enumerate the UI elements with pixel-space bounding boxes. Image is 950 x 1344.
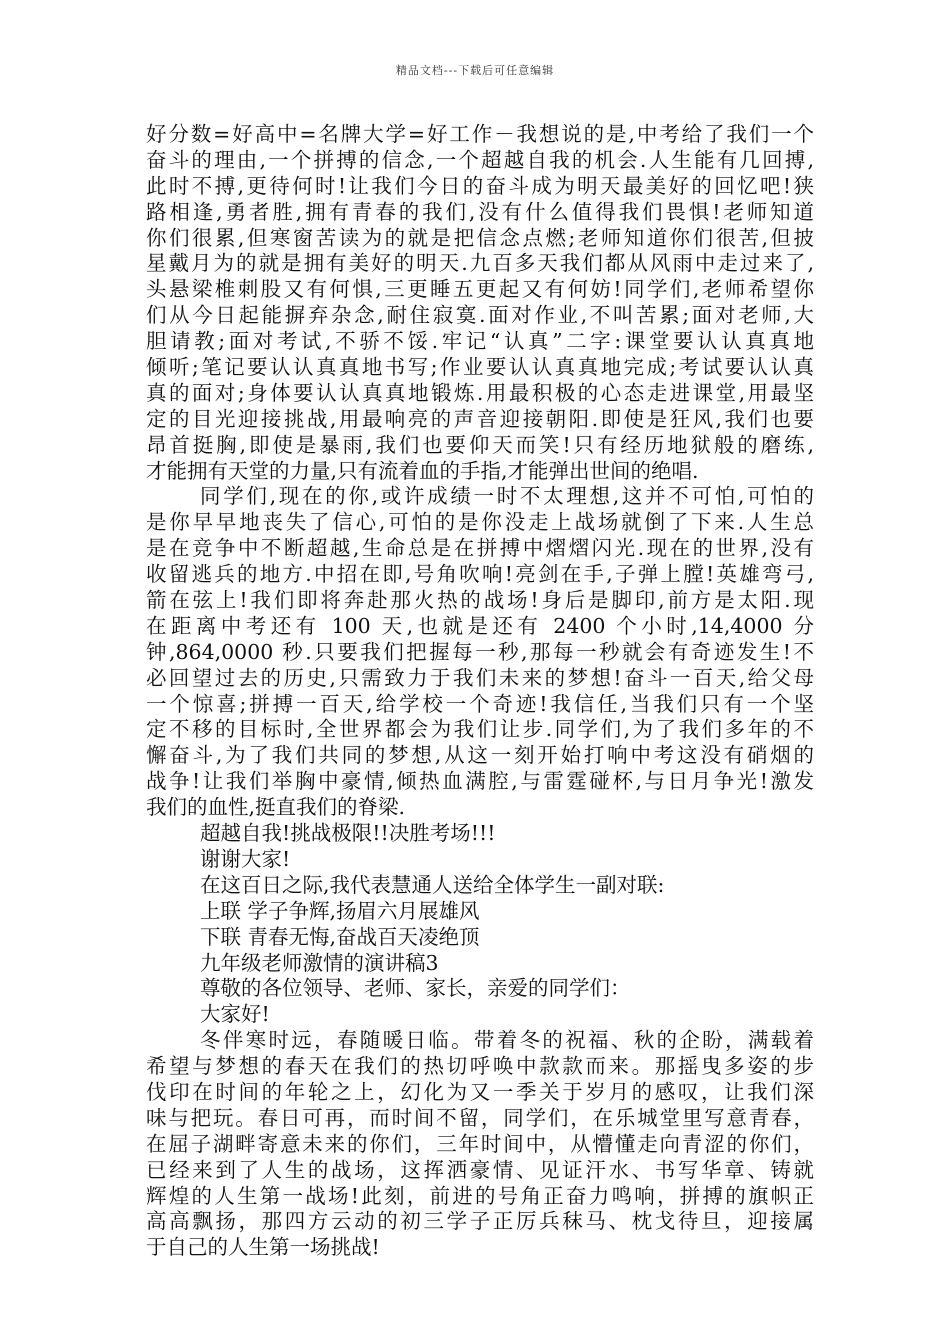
text-line: 箭在弦上!我们即将奔赴那火热的战场!身后是脚印,前方是太阳.现 — [146, 588, 814, 613]
couplet-upper: 上联 学子争辉,扬眉六月展雄风 — [200, 898, 480, 923]
text-line: 懈奋斗,为了我们共同的梦想,从这一刻开始打响中考这没有硝烟的 — [146, 743, 814, 768]
text-line: 你们很累,但寒窗苦读为的就是把信念点燃;老师知道你们很苦,但披 — [146, 225, 814, 250]
text-line: 真的面对;身体要认认真真地锻炼.用最积极的心态走进课堂,用最坚 — [146, 380, 814, 405]
text-line: 在距离中考还有 100 天,也就是还有 2400 个小时,14,4000 分 — [146, 613, 814, 638]
slogan-line: 超越自我!挑战极限!!决胜考场!!! — [200, 821, 496, 846]
couplet-lower: 下联 青春无悔,奋战百天凌绝顶 — [200, 924, 480, 949]
text-line: 希望与梦想的春天在我们的热切呼唤中款款而来。那摇曳多姿的步 — [146, 1054, 814, 1079]
text-line: 伐印在时间的年轮之上，幻化为又一季关于岁月的感叹，让我们深 — [146, 1079, 814, 1104]
text-line: 钟,864,0000 秒.只要我们把握每一秒,那每一秒就会有奇迹发生!不 — [146, 639, 814, 664]
text-line: 必回望过去的历史,只需致力于我们未来的梦想!奋斗一百天,给父母 — [146, 665, 814, 690]
text-line: 好分数=好高中=名牌大学=好工作－我想说的是,中考给了我们一个 — [146, 122, 814, 146]
text-line: 胆请教;面对考试,不骄不馁.牢记“认真”二字:课堂要认认真真地 — [146, 329, 814, 354]
text-line: 此时不搏,更待何时!让我们今日的奋斗成为明天最美好的回忆吧!狭 — [146, 173, 814, 198]
text-line: 于自己的人生第一场挑战! — [146, 1235, 380, 1260]
text-line: 才能拥有天堂的力量,只有流着血的手指,才能弹出世间的绝唱. — [146, 458, 699, 483]
text-line: 是你早早地丧失了信心,可怕的是你没走上战场就倒了下来.人生总 — [146, 510, 814, 535]
text-line: 们从今日起能摒弃杂念,耐住寂寞.面对作业,不叫苦累;面对老师,大 — [146, 303, 814, 328]
text-line: 高高飘扬，那四方云动的初三学子正厉兵秣马、枕戈待旦，迎接属 — [146, 1209, 814, 1234]
greeting: 大家好! — [200, 1002, 270, 1027]
document-body — [146, 122, 814, 1261]
text-line: 昂首挺胸,即使是暴雨,我们也要仰天而笑!只有经历地狱般的磨练, — [146, 432, 814, 457]
section-title: 九年级老师激情的演讲稿3 — [200, 950, 439, 975]
text-line: 定不移的目标时,全世界都会为我们让步.同学们,为了我们多年的不 — [146, 717, 814, 742]
text-line: 辉煌的人生第一战场!此刻，前进的号角正奋力鸣响，拼搏的旗帜正 — [146, 1183, 814, 1208]
page-header: 精品文档---下载后可任意编辑 — [395, 64, 555, 77]
text-line: 味与把玩。春日可再，而时间不留，同学们，在乐城堂里写意青春， — [146, 1105, 814, 1130]
paragraph-first-line: 同学们,现在的你,或许成绩一时不太理想,这并不可怕,可怕的 — [200, 484, 814, 509]
text-line: 头悬梁椎刺股又有何惧,三更睡五更起又有何妨!同学们,老师希望你 — [146, 277, 814, 302]
text-line: 战争!让我们举胸中豪情,倾热血满腔,与雷霆碰杯,与日月争光!激发 — [146, 769, 814, 794]
text-line: 定的目光迎接挑战,用最响亮的声音迎接朝阳.即使是狂风,我们也要 — [146, 406, 814, 431]
text-line: 一个惊喜;拼搏一百天,给学校一个奇迹!我信任,当我们只有一个坚 — [146, 691, 814, 716]
text-line: 星戴月为的就是拥有美好的明天.九百多天我们都从风雨中走过来了, — [146, 251, 814, 276]
couplet-intro: 在这百日之际,我代表慧通人送给全体学生一副对联: — [200, 872, 665, 897]
salutation: 尊敬的各位领导、老师、家长，亲爱的同学们： — [200, 976, 631, 1001]
text-line: 我们的血性,挺直我们的脊梁. — [146, 795, 406, 820]
text-line: 倾听;笔记要认认真真地书写;作业要认认真真地完成;考试要认认真 — [146, 355, 814, 380]
text-line: 奋斗的理由,一个拼搏的信念,一个超越自我的机会.人生能有几回搏, — [146, 147, 814, 172]
text-line: 路相逢,勇者胜,拥有青春的我们,没有什么值得我们畏惧!老师知道 — [146, 199, 814, 224]
text-line: 收留逃兵的地方.中招在即,号角吹响!亮剑在手,子弹上膛!英雄弯弓, — [146, 562, 814, 587]
text-line: 是在竞争中不断超越,生命总是在拼搏中熠熠闪光.现在的世界,没有 — [146, 536, 814, 561]
text-line: 在屈子湖畔寄意未来的你们，三年时间中，从懵懂走向青涩的你们， — [146, 1131, 814, 1156]
thanks-line: 谢谢大家! — [200, 846, 291, 871]
paragraph-first-line: 冬伴寒时远，春随暖日临。带着冬的祝福、秋的企盼，满载着 — [200, 1028, 814, 1053]
text-line: 已经来到了人生的战场，这挥洒豪情、见证汗水、书写华章、铸就 — [146, 1157, 814, 1182]
